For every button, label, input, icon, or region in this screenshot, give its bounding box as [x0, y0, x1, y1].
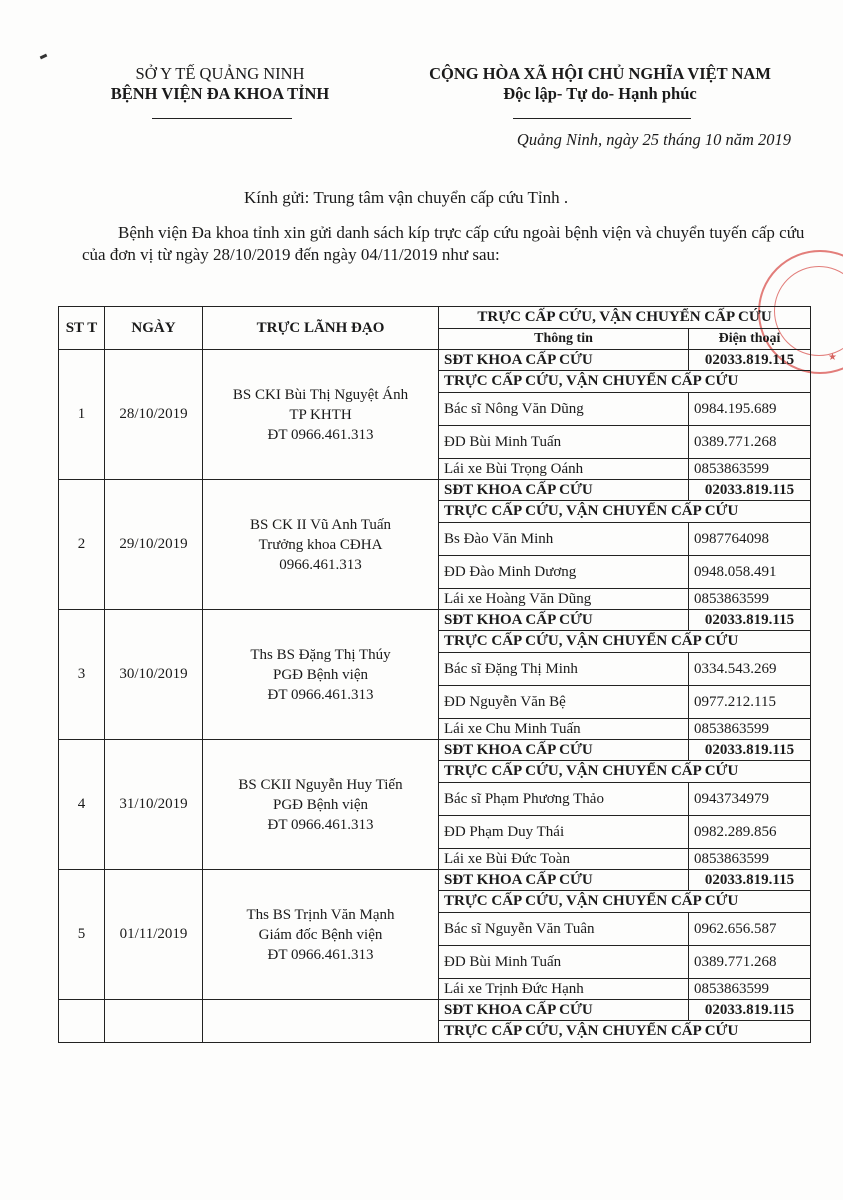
driver-name: Lái xe Bùi Trọng Oánh [439, 459, 689, 480]
leader-title: TP KHTH [289, 406, 352, 423]
nurse-name: ĐD Nguyễn Văn Bệ [439, 686, 689, 719]
leader-name: BS CKII Nguyễn Huy Tiến [238, 776, 403, 793]
duty-label: TRỰC CẤP CỨU, VẬN CHUYỂN CẤP CỨU [439, 371, 811, 393]
doctor-phone: 0334.543.269 [689, 653, 811, 686]
doctor-name: Bác sĩ Nguyễn Văn Tuân [439, 913, 689, 946]
issuer-department: SỞ Y TẾ QUẢNG NINH [135, 64, 305, 83]
national-motto: Độc lập- Tự do- Hạnh phúc [503, 84, 697, 103]
leader-name: BS CKI Bùi Thị Nguyệt Ánh [232, 386, 409, 403]
driver-name: Lái xe Chu Minh Tuấn [439, 719, 689, 740]
day-row-hotline [59, 610, 811, 631]
nurse-name: ĐD Đào Minh Dương [439, 556, 689, 589]
nurse-name: ĐD Phạm Duy Thái [439, 816, 689, 849]
driver-phone: 0853863599 [689, 719, 811, 740]
stamp-star-icon: ★ [828, 352, 837, 363]
hotline-label: SĐT KHOA CẤP CỨU [439, 610, 689, 631]
duty-roster-table [58, 306, 811, 1043]
partial-row-hotline [59, 1000, 811, 1021]
doctor-phone: 0987764098 [689, 523, 811, 556]
doctor-name: Bác sĩ Phạm Phương Thảo [439, 783, 689, 816]
col-header-date: NGÀY [105, 307, 203, 350]
row-date: 01/11/2019 [105, 870, 203, 1000]
nurse-phone: 0948.058.491 [689, 556, 811, 589]
duty-label: TRỰC CẤP CỨU, VẬN CHUYỂN CẤP CỨU [439, 1021, 811, 1043]
header-row-1 [59, 307, 811, 329]
nurse-phone: 0977.212.115 [689, 686, 811, 719]
col-header-phone: Điện thoại [689, 329, 811, 350]
driver-name: Lái xe Hoàng Văn Dũng [439, 589, 689, 610]
row-leader [203, 350, 439, 480]
duty-label: TRỰC CẤP CỨU, VẬN CHUYỂN CẤP CỨU [439, 761, 811, 783]
hotline-number: 02033.819.115 [689, 740, 811, 761]
row-stt: 5 [59, 870, 105, 1000]
leader-title: PGĐ Bệnh viện [273, 796, 368, 813]
day-row-hotline [59, 740, 811, 761]
leader-phone: ĐT 0966.461.313 [267, 686, 374, 703]
driver-phone: 0853863599 [689, 979, 811, 1000]
day-row-hotline [59, 350, 811, 371]
motto-underline [513, 118, 691, 119]
row-stt: 3 [59, 610, 105, 740]
hotline-label: SĐT KHOA CẤP CỨU [439, 480, 689, 501]
hotline-label: SĐT KHOA CẤP CỨU [439, 350, 689, 371]
row-stt: 4 [59, 740, 105, 870]
row-leader [203, 1000, 439, 1043]
day-row-hotline [59, 480, 811, 501]
row-leader [203, 480, 439, 610]
col-header-stt: ST T [59, 307, 105, 350]
nurse-phone: 0389.771.268 [689, 946, 811, 979]
leader-phone: 0966.461.313 [279, 556, 362, 573]
duty-label: TRỰC CẤP CỨU, VẬN CHUYỂN CẤP CỨU [439, 891, 811, 913]
col-header-info: Thông tin [439, 329, 689, 350]
leader-title: PGĐ Bệnh viện [273, 666, 368, 683]
row-leader [203, 740, 439, 870]
row-leader [203, 610, 439, 740]
row-stt [59, 1000, 105, 1043]
day-row-hotline [59, 870, 811, 891]
hotline-label: SĐT KHOA CẤP CỨU [439, 870, 689, 891]
col-header-duty: TRỰC CẤP CỨU, VẬN CHUYỂN CẤP CỨU [439, 307, 811, 329]
row-date [105, 1000, 203, 1043]
driver-name: Lái xe Bùi Đức Toàn [439, 849, 689, 870]
roster-body [59, 307, 811, 1043]
row-date: 28/10/2019 [105, 350, 203, 480]
doctor-phone: 0984.195.689 [689, 393, 811, 426]
hotline-number: 02033.819.115 [689, 1000, 811, 1021]
doctor-name: Bác sĩ Nông Văn Dũng [439, 393, 689, 426]
duty-label: TRỰC CẤP CỨU, VẬN CHUYỂN CẤP CỨU [439, 501, 811, 523]
recipient-line: Kính gửi: Trung tâm vận chuyển cấp cứu Tỉnh . [244, 188, 569, 207]
hotline-number: 02033.819.115 [689, 480, 811, 501]
leader-name: Ths BS Đặng Thị Thúy [250, 646, 391, 663]
nurse-phone: 0389.771.268 [689, 426, 811, 459]
driver-name: Lái xe Trịnh Đức Hạnh [439, 979, 689, 1000]
issuer-hospital: BỆNH VIỆN ĐA KHOA TỈNH [110, 84, 330, 103]
leader-phone: ĐT 0966.461.313 [267, 946, 374, 963]
hotline-label: SĐT KHOA CẤP CỨU [439, 1000, 689, 1021]
driver-phone: 0853863599 [689, 589, 811, 610]
hotline-label: SĐT KHOA CẤP CỨU [439, 740, 689, 761]
duty-label: TRỰC CẤP CỨU, VẬN CHUYỂN CẤP CỨU [439, 631, 811, 653]
nurse-name: ĐD Bùi Minh Tuấn [439, 426, 689, 459]
hotline-number: 02033.819.115 [689, 350, 811, 371]
national-motto-block [380, 64, 820, 104]
leader-title: Trưởng khoa CĐHA [258, 536, 383, 553]
row-leader [203, 870, 439, 1000]
doctor-phone: 0943734979 [689, 783, 811, 816]
leader-name: BS CK II Vũ Anh Tuấn [249, 516, 391, 533]
leader-name: Ths BS Trịnh Văn Mạnh [246, 906, 395, 923]
scan-mark [40, 54, 48, 60]
issuer-block [85, 64, 355, 104]
hotline-number: 02033.819.115 [689, 610, 811, 631]
row-date: 29/10/2019 [105, 480, 203, 610]
nurse-phone: 0982.289.856 [689, 816, 811, 849]
driver-phone: 0853863599 [689, 849, 811, 870]
document-date: Quảng Ninh, ngày 25 tháng 10 năm 2019 [516, 130, 791, 149]
doctor-name: Bác sĩ Đặng Thị Minh [439, 653, 689, 686]
row-date: 30/10/2019 [105, 610, 203, 740]
leader-phone: ĐT 0966.461.313 [267, 426, 374, 443]
nurse-name: ĐD Bùi Minh Tuấn [439, 946, 689, 979]
row-date: 31/10/2019 [105, 740, 203, 870]
leader-phone: ĐT 0966.461.313 [267, 816, 374, 833]
row-stt: 1 [59, 350, 105, 480]
doctor-phone: 0962.656.587 [689, 913, 811, 946]
hotline-number: 02033.819.115 [689, 870, 811, 891]
row-stt: 2 [59, 480, 105, 610]
issuer-underline [152, 118, 292, 119]
col-header-leader: TRỰC LÃNH ĐẠO [203, 307, 439, 350]
doctor-name: Bs Đào Văn Minh [439, 523, 689, 556]
leader-title: Giám đốc Bệnh viện [258, 926, 383, 943]
driver-phone: 0853863599 [689, 459, 811, 480]
national-title: CỘNG HÒA XÃ HỘI CHỦ NGHĨA VIỆT NAM [429, 64, 771, 83]
intro-paragraph: Bệnh viện Đa khoa tỉnh xin gửi danh sách kíp trực cấp cứu ngoài bệnh viện và chuyển tuyến cấp cứu của đơn vị từ ngày 28/10/2019 đến ngày 04/11/2019 như sau: [82, 223, 805, 264]
